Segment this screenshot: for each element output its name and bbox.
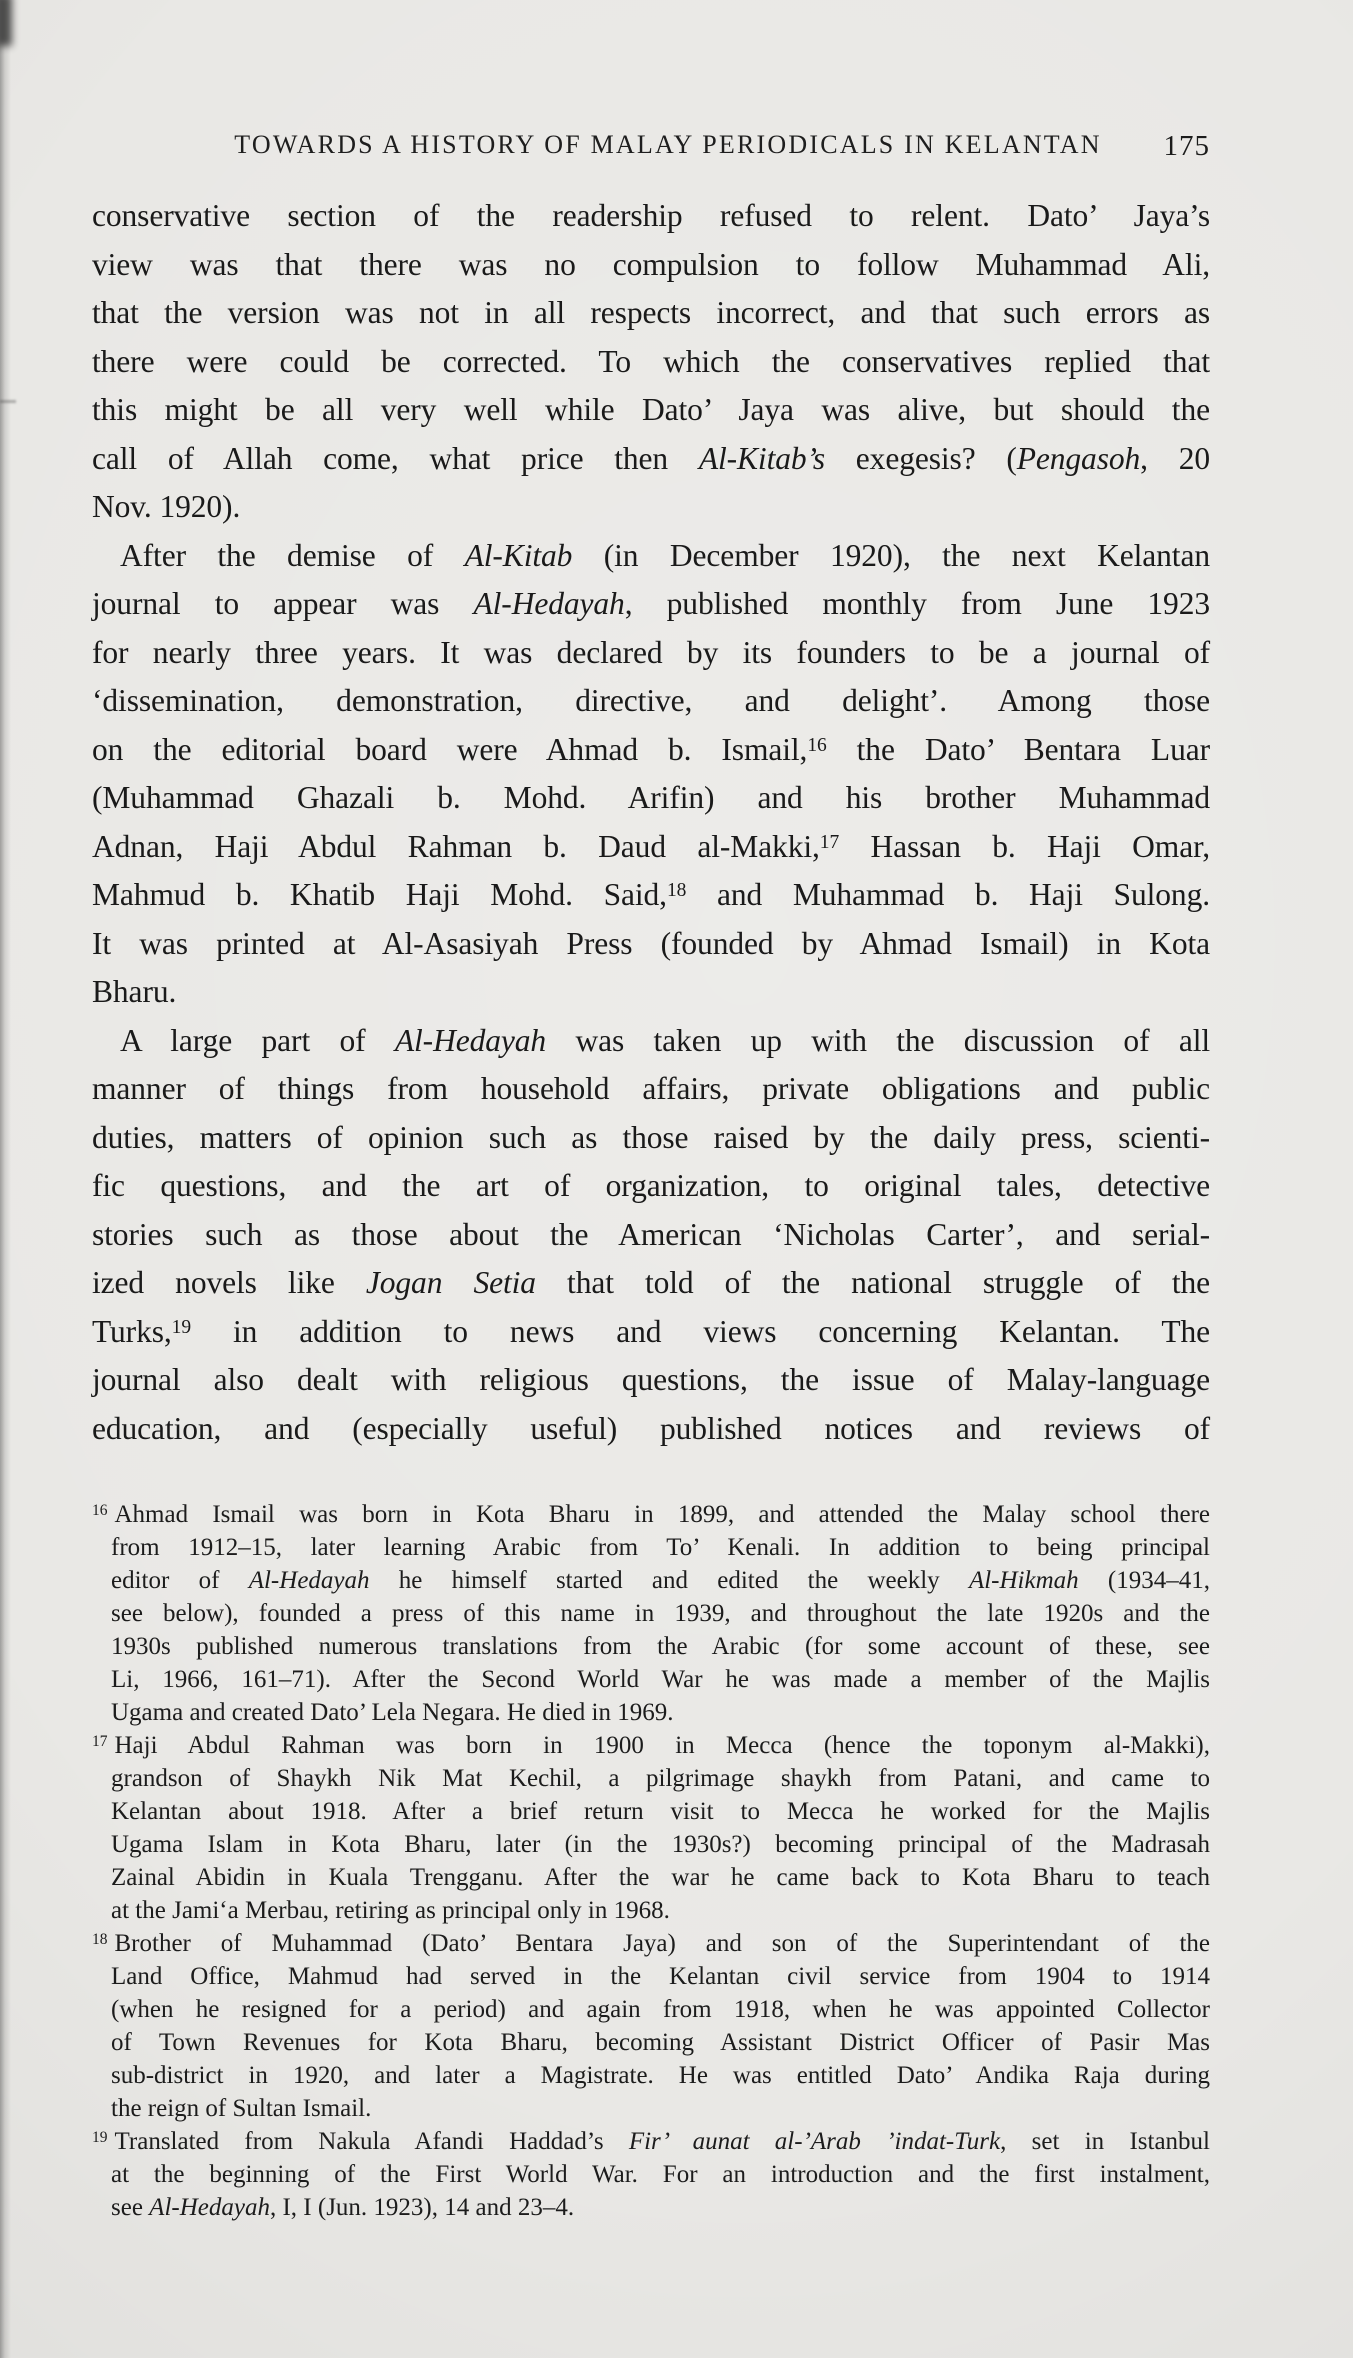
- text-line: [92, 289, 1210, 338]
- text-run: ‘dissemination, demonstration, directive, and delight’. Among those: [92, 683, 1210, 718]
- footnote: [92, 2125, 1210, 2224]
- text-run: manner of things from household affairs, private obligations and public: [92, 1071, 1210, 1106]
- text-run: at the beginning of the First World War. For an introduction and the first instalment,: [111, 2161, 1210, 2188]
- text-run: that told of the national struggle of the: [535, 1265, 1210, 1300]
- text-line: [92, 1259, 1210, 1308]
- text-run: sub-district in 1920, and later a Magistrate. He was entitled Dato’ Andika Raja during: [111, 2062, 1210, 2089]
- footnote-line: [92, 1696, 1210, 1729]
- footnote: [92, 1498, 1210, 1729]
- footnote-line: [92, 1630, 1210, 1663]
- text-line: [92, 871, 1210, 920]
- italic-title-text: Al-Hedayah: [394, 1022, 547, 1058]
- text-run: It was printed at Al-Asasiyah Press (founded by Ahmad Ismail) in Kota: [92, 925, 1210, 961]
- page-header: [92, 130, 1210, 170]
- text-run: see below), founded a press of this name in 1939, and throughout the late 1920s and the: [111, 1600, 1210, 1627]
- footnote-line: [92, 1828, 1210, 1861]
- footnote-line: [92, 1729, 1210, 1762]
- text-run: Hassan b. Haji Omar,: [839, 828, 1210, 864]
- text-line: [92, 1017, 1210, 1066]
- italic-title-text: Fir’ aunat al-’Arab ’indat-Turk: [628, 2128, 1001, 2155]
- text-run: there were could be corrected. To which the conservatives replied that: [92, 343, 1210, 379]
- italic-title-text: Jogan Setia: [365, 1265, 536, 1300]
- text-run: this might be all very well while Dato’ Jaya was alive, but should the: [92, 392, 1210, 427]
- footnote-line: [92, 1993, 1210, 2026]
- text-run: A large part of: [120, 1022, 395, 1058]
- text-run: at the Jami‘a Merbau, retiring as principal only in 1968.: [111, 1897, 670, 1924]
- text-run: for nearly three years. It was declared by its founders to be a journal of: [92, 634, 1210, 670]
- text-run: Brother of Muhammad (Dato’ Bentara Jaya) and son of the Superintendant of the: [114, 1930, 1210, 1957]
- scan-left-edge-shadow: [0, 0, 11, 2358]
- text-line: [92, 920, 1210, 969]
- scan-corner-shadow: [0, 0, 12, 46]
- text-run: After the demise of: [120, 537, 465, 573]
- text-run: exegesis? (: [825, 440, 1017, 476]
- footnote-line: [92, 1795, 1210, 1828]
- footnote-line: [92, 2191, 1210, 2224]
- footnote-line: [92, 1498, 1210, 1531]
- text-line: [92, 435, 1210, 484]
- footnote-line: [92, 1927, 1210, 1960]
- italic-title-text: Al-Hedayah: [248, 1567, 370, 1594]
- text-line: [92, 1114, 1210, 1163]
- page-number: 175: [1163, 130, 1210, 162]
- italic-title-text: Al-Hedayah: [473, 586, 625, 621]
- text-run: he himself started and edited the weekly: [369, 1567, 969, 1594]
- footnote-number: 16: [92, 1502, 108, 1520]
- text-run: that the version was not in all respects incorrect, and that such errors as: [92, 295, 1210, 330]
- text-run: the reign of Sultan Ismail.: [111, 2095, 372, 2122]
- text-run: , 20: [1140, 440, 1211, 476]
- footnote-line: [92, 2125, 1210, 2158]
- footnote-number: 17: [92, 1733, 108, 1751]
- text-run: Li, 1966, 161–71). After the Second World War he was made a member of the Majlis: [111, 1666, 1210, 1693]
- footnote-number: 18: [92, 1931, 108, 1949]
- text-line: [92, 1405, 1210, 1454]
- text-line: [92, 338, 1210, 387]
- text-run: journal also dealt with religious questions, the issue of Malay-language: [92, 1362, 1210, 1397]
- page-content: [92, 130, 1210, 2224]
- footnote-reference-marker: 17: [819, 831, 840, 853]
- footnote-line: [92, 2158, 1210, 2191]
- text-run: of Town Revenues for Kota Bharu, becoming Assistant District Officer of Pasir Mas: [111, 2029, 1210, 2056]
- running-head: TOWARDS A HISTORY OF MALAY PERIODICALS IN KELANTAN: [234, 130, 1102, 159]
- text-run: from 1912–15, later learning Arabic from To’ Kenali. In addition to being principal: [111, 1534, 1210, 1561]
- footnote-line: [92, 2059, 1210, 2092]
- footnote-line: [92, 1762, 1210, 1795]
- footnotes: [92, 1498, 1210, 2224]
- text-run: education, and (especially useful) published notices and reviews of: [92, 1410, 1210, 1446]
- footnote: [92, 1729, 1210, 1927]
- text-run: Nov. 1920).: [92, 489, 241, 524]
- text-run: (1934–41,: [1078, 1567, 1211, 1594]
- footnote-line: [92, 2092, 1210, 2125]
- footnote-number: 19: [92, 2129, 108, 2147]
- footnote-line: [92, 1564, 1210, 1597]
- text-run: see: [111, 2194, 150, 2221]
- footnote-line: [92, 1597, 1210, 1630]
- text-run: (in December 1920), the next Kelantan: [572, 537, 1210, 573]
- text-line: [92, 968, 1210, 1017]
- paper-crease: [0, 400, 16, 403]
- text-run: Adnan, Haji Abdul Rahman b. Daud al-Makki,: [92, 828, 820, 864]
- text-run: and Muhammad b. Haji Sulong.: [686, 877, 1210, 912]
- text-run: Kelantan about 1918. After a brief return visit to Mecca he worked for the Majlis: [111, 1798, 1210, 1825]
- text-line: [92, 726, 1210, 775]
- body-paragraph: [92, 532, 1210, 1017]
- italic-title-text: Pengasoh: [1016, 440, 1141, 476]
- text-run: , published monthly from June 1923: [624, 586, 1210, 621]
- body-paragraph: [92, 1017, 1210, 1454]
- text-run: call of Allah come, what price then: [92, 440, 699, 476]
- footnote-line: [92, 1861, 1210, 1894]
- footnote-line: [92, 2026, 1210, 2059]
- footnote-line: [92, 1894, 1210, 1927]
- text-run: editor of: [111, 1567, 249, 1594]
- text-run: the Dato’ Bentara Luar: [826, 731, 1210, 767]
- text-run: , set in Istanbul: [1000, 2128, 1210, 2155]
- text-run: in addition to news and views concerning Kelantan. The: [191, 1313, 1210, 1349]
- italic-title-text: Al-Hedayah: [149, 2194, 270, 2221]
- italic-title-text: Al-Kitab: [464, 537, 573, 573]
- text-line: [92, 677, 1210, 726]
- footnote-reference-marker: 16: [807, 734, 827, 756]
- text-run: Ugama Islam in Kota Bharu, later (in the 1930s?) becoming principal of the Madrasah: [111, 1831, 1210, 1858]
- text-run: ized novels like: [92, 1265, 366, 1300]
- text-run: grandson of Shaykh Nik Mat Kechil, a pilgrimage shaykh from Patani, and came to: [111, 1765, 1210, 1792]
- text-run: view was that there was no compulsion to follow Muhammad Ali,: [92, 246, 1210, 282]
- text-run: on the editorial board were Ahmad b. Ismail,: [92, 731, 808, 767]
- text-line: [92, 532, 1210, 581]
- text-line: [92, 1356, 1210, 1405]
- text-run: was taken up with the discussion of all: [546, 1022, 1211, 1058]
- text-run: Haji Abdul Rahman was born in 1900 in Mecca (hence the toponym al-Makki),: [114, 1732, 1210, 1759]
- text-run: fic questions, and the art of organization, to original tales, detective: [92, 1168, 1210, 1203]
- text-run: Ahmad Ismail was born in Kota Bharu in 1899, and attended the Malay school there: [114, 1501, 1210, 1528]
- footnote-reference-marker: 19: [171, 1316, 191, 1338]
- footnote: [92, 1927, 1210, 2125]
- text-run: stories such as those about the American ‘Nicholas Carter’, and serial-: [92, 1216, 1210, 1252]
- text-run: 1930s published numerous translations from the Arabic (for some account of these, see: [111, 1633, 1210, 1660]
- text-line: [92, 1308, 1210, 1357]
- footnote-line: [92, 1663, 1210, 1696]
- text-line: [92, 629, 1210, 678]
- body-text: [92, 192, 1210, 1453]
- text-run: , I, I (Jun. 1923), 14 and 23–4.: [269, 2194, 575, 2221]
- text-line: [92, 386, 1210, 435]
- text-run: Ugama and created Dato’ Lela Negara. He died in 1969.: [111, 1699, 674, 1726]
- text-line: [92, 1162, 1210, 1211]
- italic-title-text: Al-Kitab’s: [698, 440, 826, 476]
- italic-title-text: Al-Hikmah: [968, 1567, 1079, 1594]
- footnote-reference-marker: 18: [666, 880, 687, 902]
- text-run: Zainal Abidin in Kuala Trengganu. After the war he came back to Kota Bharu to teach: [111, 1864, 1210, 1891]
- text-line: [92, 1211, 1210, 1260]
- text-line: [92, 823, 1210, 872]
- text-run: Turks,: [92, 1313, 172, 1349]
- text-line: [92, 241, 1210, 290]
- text-run: (when he resigned for a period) and again from 1918, when he was appointed Collector: [111, 1996, 1210, 2023]
- footnote-line: [92, 1531, 1210, 1564]
- text-line: [92, 580, 1210, 629]
- text-line: [92, 483, 1210, 532]
- text-line: [92, 192, 1210, 241]
- text-run: conservative section of the readership refused to relent. Dato’ Jaya’s: [92, 198, 1210, 233]
- text-line: [92, 774, 1210, 823]
- text-run: Translated from Nakula Afandi Haddad’s: [114, 2128, 629, 2155]
- text-run: Bharu.: [92, 974, 177, 1009]
- text-run: journal to appear was: [92, 586, 474, 621]
- text-run: duties, matters of opinion such as those raised by the daily press, scienti-: [92, 1119, 1210, 1155]
- body-paragraph: [92, 192, 1210, 532]
- footnote-line: [92, 1960, 1210, 1993]
- text-run: (Muhammad Ghazali b. Mohd. Arifin) and his brother Muhammad: [92, 780, 1210, 815]
- text-run: Land Office, Mahmud had served in the Kelantan civil service from 1904 to 1914: [111, 1963, 1210, 1990]
- text-line: [92, 1065, 1210, 1114]
- text-run: Mahmud b. Khatib Haji Mohd. Said,: [92, 877, 667, 912]
